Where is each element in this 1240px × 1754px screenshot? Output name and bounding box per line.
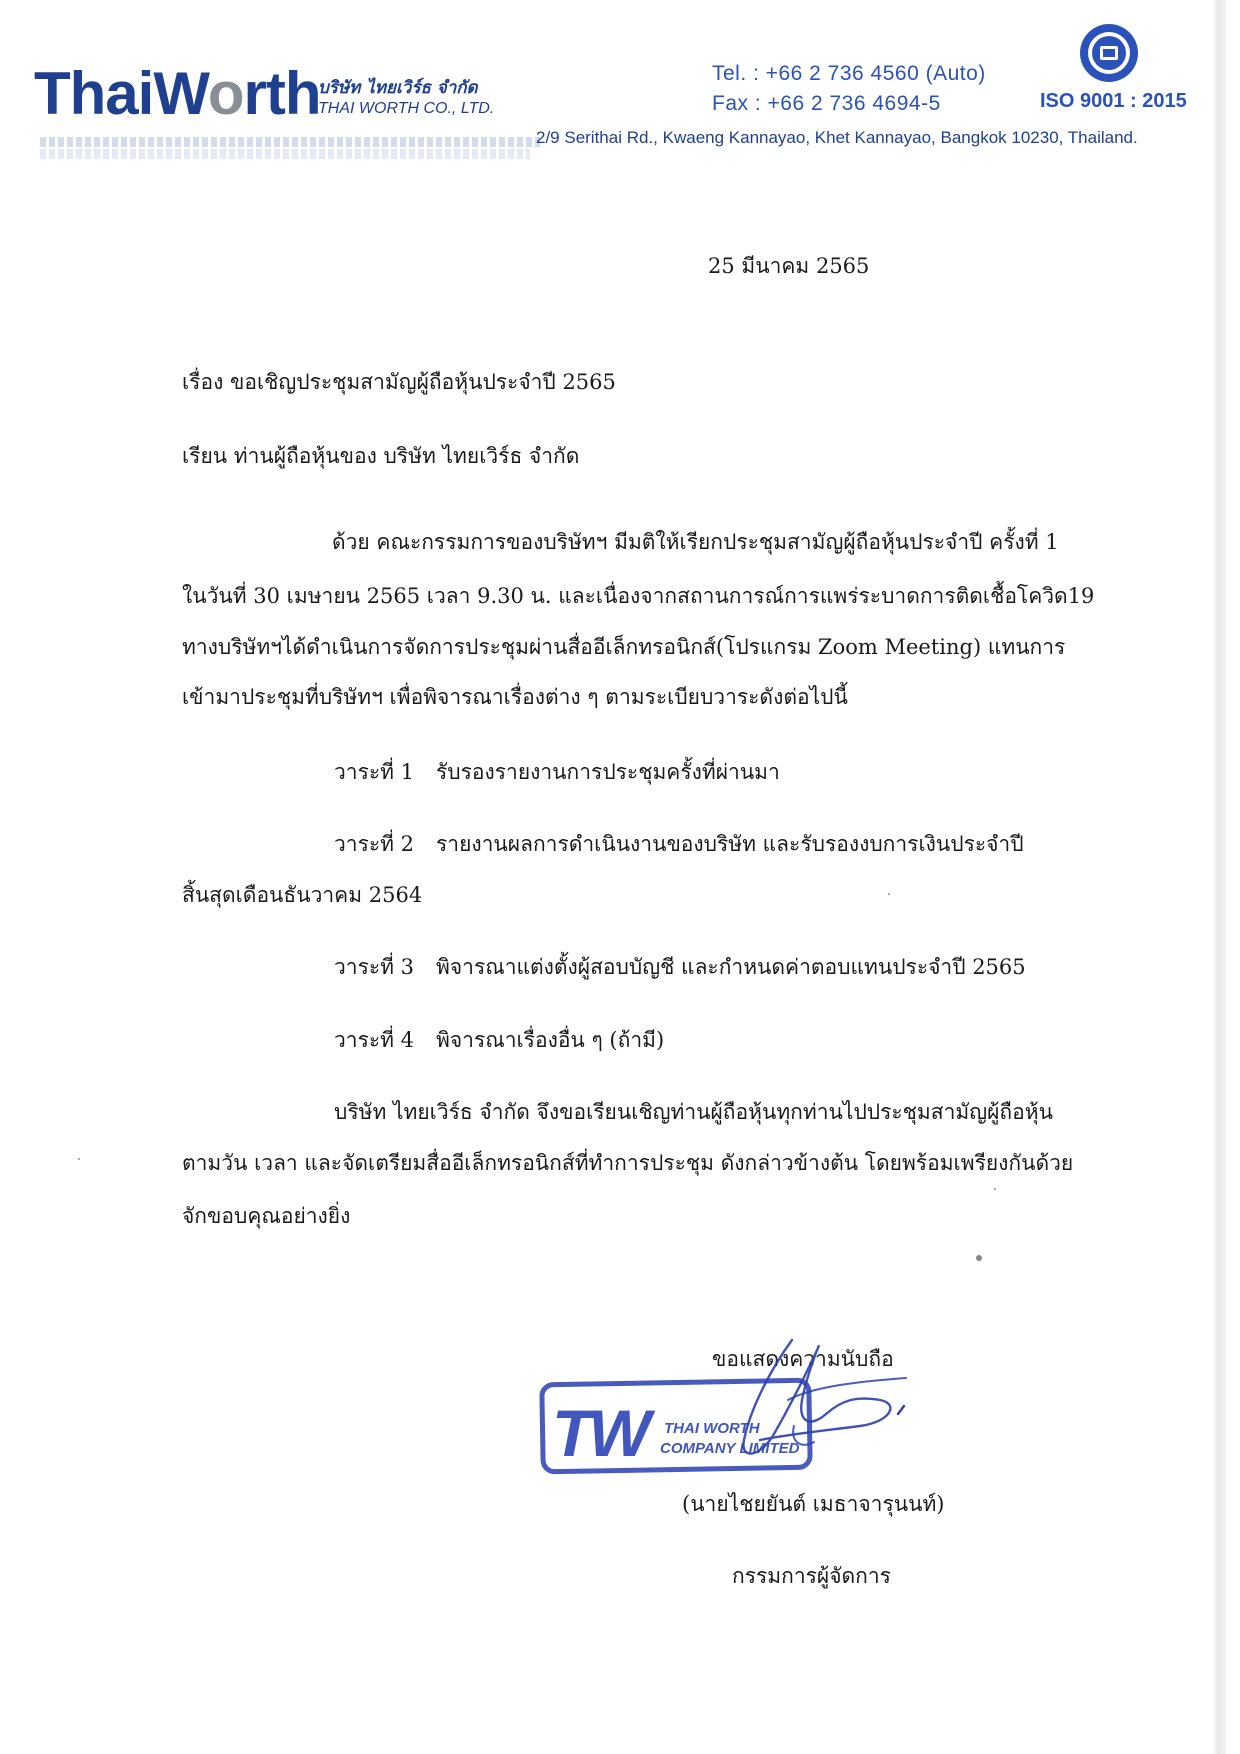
scan-speck xyxy=(994,1188,996,1190)
company-address: 2/9 Serithai Rd., Kwaeng Kannayao, Khet Kannayao, Bangkok 10230, Thailand. xyxy=(536,128,1138,147)
telephone-number: Tel. : +66 2 736 4560 (Auto) xyxy=(712,62,986,85)
paragraph-2-line-3: จักขอบคุณอย่างยิ่ง xyxy=(182,1204,351,1228)
agenda-1-text: รับรองรายงานการประชุมครั้งที่ผ่านมา xyxy=(436,760,780,784)
agenda-2-text: รายงานผลการดำเนินงานของบริษัท และรับรองงบการเงินประจำปี xyxy=(436,832,1024,856)
signatory-position: กรรมการผู้จัดการ xyxy=(732,1564,891,1588)
paragraph-1-line-2: ในวันที่ 30 เมษายน 2565 เวลา 9.30 น. และเนื่องจากสถานการณ์การแพร่ระบาดการติดเชื้อโควิด19 xyxy=(182,584,1095,608)
company-name-english: THAI WORTH CO., LTD. xyxy=(318,100,495,117)
letter-closing: ขอแสดงความนับถือ xyxy=(712,1347,894,1371)
logo-thai-part: Thai xyxy=(34,60,154,127)
letter-recipient: เรียน ท่านผู้ถือหุ้นของ บริษัท ไทยเวิร์ธ จำกัด xyxy=(182,444,580,468)
scan-edge-shadow xyxy=(1212,0,1226,1754)
agenda-2-continuation: สิ้นสุดเดือนธันวาคม 2564 xyxy=(182,883,423,907)
stamp-company-line-2: COMPANY LIMITED xyxy=(660,1440,800,1457)
letter-date: 25 มีนาคม 2565 xyxy=(708,254,870,278)
letterhead-rule xyxy=(40,137,540,147)
fax-number: Fax : +66 2 736 4694-5 xyxy=(712,92,941,115)
paragraph-1-line-3: ทางบริษัทฯได้ดำเนินการจัดการประชุมผ่านสื่ออีเล็กทรอนิกส์(โปรแกรม Zoom Meeting) แทนการ xyxy=(182,635,1066,659)
scan-speck xyxy=(888,893,890,895)
scan-speck xyxy=(976,1255,982,1261)
certified-seal-icon xyxy=(1078,22,1140,84)
paragraph-1-line-4: เข้ามาประชุมที่บริษัทฯ เพื่อพิจารณาเรื่องต่าง ๆ ตามระเบียบวาระดังต่อไปนี้ xyxy=(182,685,848,709)
handwritten-signature xyxy=(730,1330,920,1480)
agenda-3-number: วาระที่ 3 xyxy=(334,955,415,979)
agenda-4-text: พิจารณาเรื่องอื่น ๆ (ถ้ามี) xyxy=(436,1028,665,1052)
paragraph-2-line-2: ตามวัน เวลา และจัดเตรียมสื่ออีเล็กทรอนิกส์ที่ทำการประชุม ดังกล่าวข้างต้น โดยพร้อมเพรียงกันด้วย xyxy=(182,1151,1074,1175)
logo-worth-o: o xyxy=(207,60,244,127)
company-name-thai: บริษัท ไทยเวิร์ธ จำกัด xyxy=(318,78,478,98)
agenda-1-number: วาระที่ 1 xyxy=(334,760,415,784)
stamp-logo: TW xyxy=(552,1396,647,1470)
signatory-name: (นายไชยยันต์ เมธาจารุนนท์) xyxy=(682,1492,945,1516)
letter-subject: เรื่อง ขอเชิญประชุมสามัญผู้ถือหุ้นประจำปี 2565 xyxy=(182,370,616,394)
logo-worth-w: W xyxy=(153,60,208,127)
agenda-2-number: วาระที่ 2 xyxy=(334,832,415,856)
logo-worth-rest: rth xyxy=(243,60,321,127)
paragraph-1-line-1: ด้วย คณะกรรมการของบริษัทฯ มีมติให้เรียกประชุมสามัญผู้ถือหุ้นประจำปี ครั้งที่ 1 xyxy=(332,530,1059,554)
agenda-3-text: พิจารณาแต่งตั้งผู้สอบบัญชี และกำหนดค่าตอบแทนประจำปี 2565 xyxy=(436,955,1026,979)
company-logo xyxy=(34,62,321,126)
iso-certification: ISO 9001 : 2015 xyxy=(1040,90,1187,112)
letterhead-rule-secondary xyxy=(40,149,530,159)
stamp-company-line-1: THAI WORTH xyxy=(664,1420,760,1437)
agenda-4-number: วาระที่ 4 xyxy=(334,1028,415,1052)
paragraph-2-line-1: บริษัท ไทยเวิร์ธ จำกัด จึงขอเรียนเชิญท่านผู้ถือหุ้นทุกท่านไปประชุมสามัญผู้ถือหุ้น xyxy=(334,1100,1053,1124)
scan-speck xyxy=(78,1158,80,1160)
